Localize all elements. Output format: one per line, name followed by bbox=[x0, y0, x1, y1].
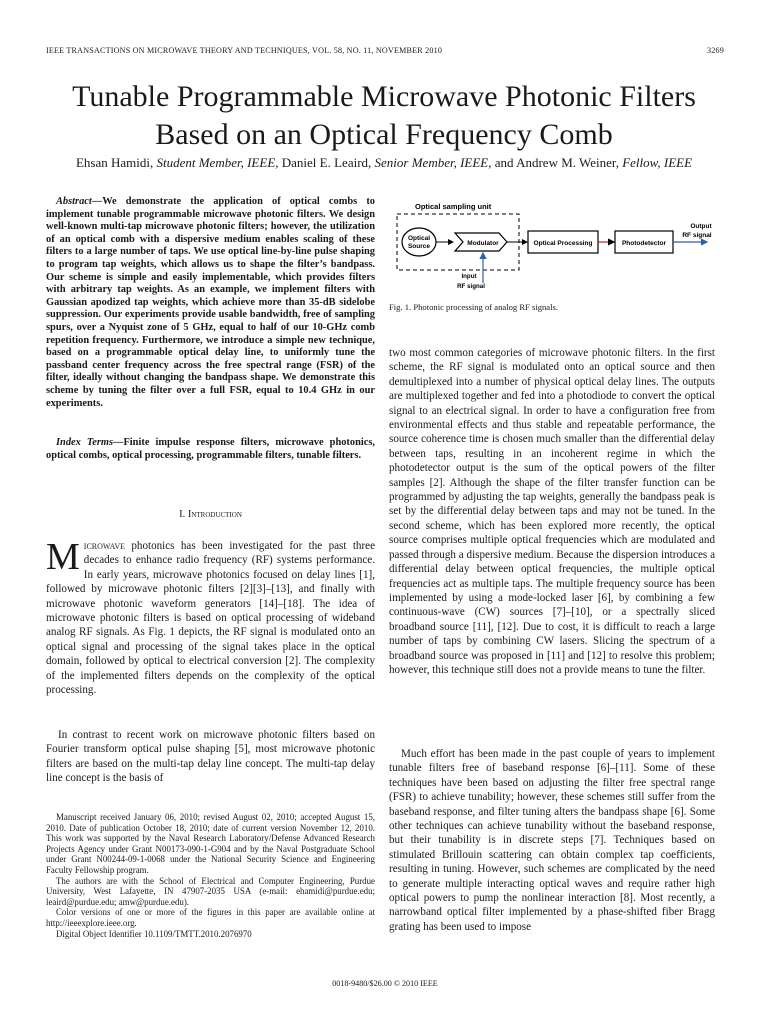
figure-caption: Fig. 1. Photonic processing of analog RF signals. bbox=[389, 302, 559, 312]
index-terms-label: Index Terms— bbox=[56, 437, 124, 448]
optical-processing-label: Optical Processing bbox=[533, 240, 593, 247]
running-head bbox=[46, 46, 724, 60]
abstract bbox=[46, 196, 375, 410]
author-3-membership: Fellow, IEEE bbox=[622, 155, 693, 170]
right-column-paragraph-1: two most common categories of microwave photonic filters. In the first scheme, the RF signal is modulated onto an optical source and then demultiplexed into a number of physical optical delay lines. The outputs are multiplexed together and fed into a photodiode to convert the optical signal to an electrical signal. In order to have a configuration free from environmental effects and thus stable and repeatable performance, the source coherence time is chosen much smaller than the differential delay between taps, resulting in an incoherent regime in which the photodetector output is the sum of the optical powers of the filter samples [2]. Although the shape of the filter transfer function can be programmed by adjusting the tap weights, generally the bandpass peak is set by the differential delay between taps and may not be tuned. In the second scheme, which has been explored more recently, the optical source comprises multiple optical frequencies which are modulated and passed through a dispersive medium. Because the dispersion introduces a differential delay between optical frequencies, the multiple optical frequencies act as multiple taps. The multiple frequency source has been implemented by using a mode-locked laser [6], by combining a few continuous-wave (CW) sources [7]–[10], or a spectrally sliced broadband source [11], [12]. Due to cost, it is difficult to reach a large number of taps by combining CW lasers. Slicing the spectrum of a broadband source was proposed in [11] and [12] to resolve this problem; however, this technique still does not a provide means to tune the filter. bbox=[389, 347, 715, 676]
optical-source-label-2: Source bbox=[407, 243, 431, 250]
section-heading bbox=[46, 509, 375, 520]
page-number: 3269 bbox=[707, 46, 724, 55]
intro-p1-text: photonics has been investigated for the past three decades to enhance radio frequency (RF) systems performance. In early years, microwave photonics focused on delay lines [1], followed by microwave photonic filters [2][3]–[13], and finally with microwave photonic waveform generators [14]–[18]. The idea of microwave photonic filters is based on optical processing of wideband analog RF signals. As Fig. 1 depicts, the RF signal is modulated onto an optical signal and processing of the signal takes place in the optical domain, followed by optical to electrical conversion [2]. The complexity of the implemented filters depends on the complexity of the optical processing. bbox=[46, 540, 375, 697]
index-terms bbox=[46, 437, 375, 462]
first-word-rest: icrowave bbox=[83, 540, 125, 552]
section-title: Introduction bbox=[187, 509, 242, 520]
sampling-unit-box bbox=[397, 214, 519, 270]
author-and: and bbox=[494, 155, 514, 170]
footnotes bbox=[46, 812, 375, 939]
input-rf-label-1: Input bbox=[461, 273, 477, 280]
copyright-footer: 0018-9480/$26.00 © 2010 IEEE bbox=[332, 979, 438, 988]
footnote-affiliation: The authors are with the School of Electrical and Computer Engineering, Purdue University, West Lafayette, IN 47907-2035 USA (e-mail: ehamidi@purdue.edu; leaird@purdue.edu; amw@purdue.edu). bbox=[46, 875, 375, 907]
intro-paragraph-1 bbox=[46, 536, 375, 697]
intro-paragraph-2: In contrast to recent work on microwave photonic filters based on Fourier transform optical pulse shaping [5], most microwave photonic filters are based on the multi-tap delay line concept. The multi-tap delay line concept is the basis of bbox=[46, 729, 375, 785]
modulator-label: Modulator bbox=[467, 240, 499, 247]
title-line-2: Based on an Optical Frequency Comb bbox=[155, 118, 613, 151]
photodetector-label: Photodetector bbox=[621, 240, 667, 247]
optical-source-node bbox=[402, 228, 436, 256]
paper-title bbox=[30, 78, 738, 154]
footnote-color: Color versions of one or more of the figures in this paper are available online at http://ieeexplore.ieee.org. bbox=[46, 907, 375, 928]
input-rf-label-2: RF signal bbox=[457, 283, 485, 290]
drop-cap: M bbox=[46, 536, 80, 578]
author-1-name: Ehsan Hamidi, bbox=[75, 155, 154, 170]
title-line-1: Tunable Programmable Microwave Photonic Filters bbox=[72, 80, 696, 113]
abstract-label: Abstract— bbox=[56, 196, 103, 207]
author-1-membership: Student Member, IEEE, bbox=[156, 155, 279, 170]
author-2-membership: Senior Member, IEEE, bbox=[374, 155, 492, 170]
figure-1-diagram bbox=[389, 195, 715, 295]
index-terms-text: Finite impulse response filters, microwave photonics, optical combs, optical processing, programmable filters, tunable filters. bbox=[46, 437, 375, 461]
footnote-manuscript: Manuscript received January 06, 2010; revised August 02, 2010; accepted August 15, 2010. Date of publication October 18, 2010; date of current version November 12, 2010. This work was supported by the Naval Research Laboratory/Defense Advanced Research Projects Agency under Grant N00173-090-1-G904 and by the Naval Postgraduate School under Grant N00244-09-1-0068 under the National Security Science and Engineering Faculty Fellowship program. bbox=[46, 812, 375, 875]
footnote-doi: Digital Object Identifier 10.1109/TMTT.2010.2076970 bbox=[56, 928, 252, 939]
journal-header: IEEE TRANSACTIONS ON MICROWAVE THEORY AND TECHNIQUES, VOL. 58, NO. 11, NOVEMBER 2010 bbox=[46, 46, 443, 55]
right-column-paragraph-2: Much effort has been made in the past couple of years to implement tunable filters free of baseband response [6]–[11]. Some of these techniques have been based on adjusting the filter free spectral range (FSR) to achieve tunability; however, these schemes still suffer from the baseband response, and filter tuning alters the bandpass shape [6]. Some other techniques can achieve tunability without the baseband response, but their tunability is in discrete steps [7]. Techniques based on stimulated Brillouin scattering can obtain complex tap coefficients, resulting in tuning. However, such schemes are complicated by the need to generate multiple interacting optical waves and require rather high optical powers to pump the nonlinear interaction [8]. Most recently, a narrowband optical filter implemented by a phase-shifted fiber Bragg grating has been used to impose bbox=[389, 748, 715, 933]
sampling-unit-label: Optical sampling unit bbox=[415, 202, 492, 211]
section-numeral: I. bbox=[179, 509, 186, 520]
author-list bbox=[30, 155, 738, 171]
abstract-text: We demonstrate the application of optical combs to implement tunable programmable microwave photonic filters. We design well-known multi-tap microwave photonic filters; however, the utilization of an optical comb with a dispersive medium enables scaling of these filters to a large number of taps. We use optical line-by-line pulse shaping to program tap weights, which allows us to shape the filter’s bandpass. Our scheme is simple and easily implementable, which provides filters with arbitrary tap weights. As an example, we implement filters with Gaussian apodized tap weights, which achieve more than 35-dB sidelobe suppression. Our experiments provide usable bandwidth, free of sampling spurs, over a Nyquist zone of 5 GHz, equal to half of our 10-GHz comb repetition frequency. Furthermore, we introduce a simple new technique, based on a programmable optical delay line, to uniformly tune the passband center frequency across the free spectral range (FSR) of the filter, ideally without changing the bandpass shape. We demonstrate this scheme by tuning the filter over a full FSR, equal to 10.4 GHz in our experiments. bbox=[46, 196, 375, 409]
output-rf-label-1: Output bbox=[690, 223, 712, 230]
optical-source-label-1: Optical bbox=[407, 235, 431, 242]
output-rf-label-2: RF signal bbox=[682, 232, 712, 239]
author-3-name: Andrew M. Weiner, bbox=[516, 155, 619, 170]
author-2-name: Daniel E. Leaird, bbox=[281, 155, 372, 170]
